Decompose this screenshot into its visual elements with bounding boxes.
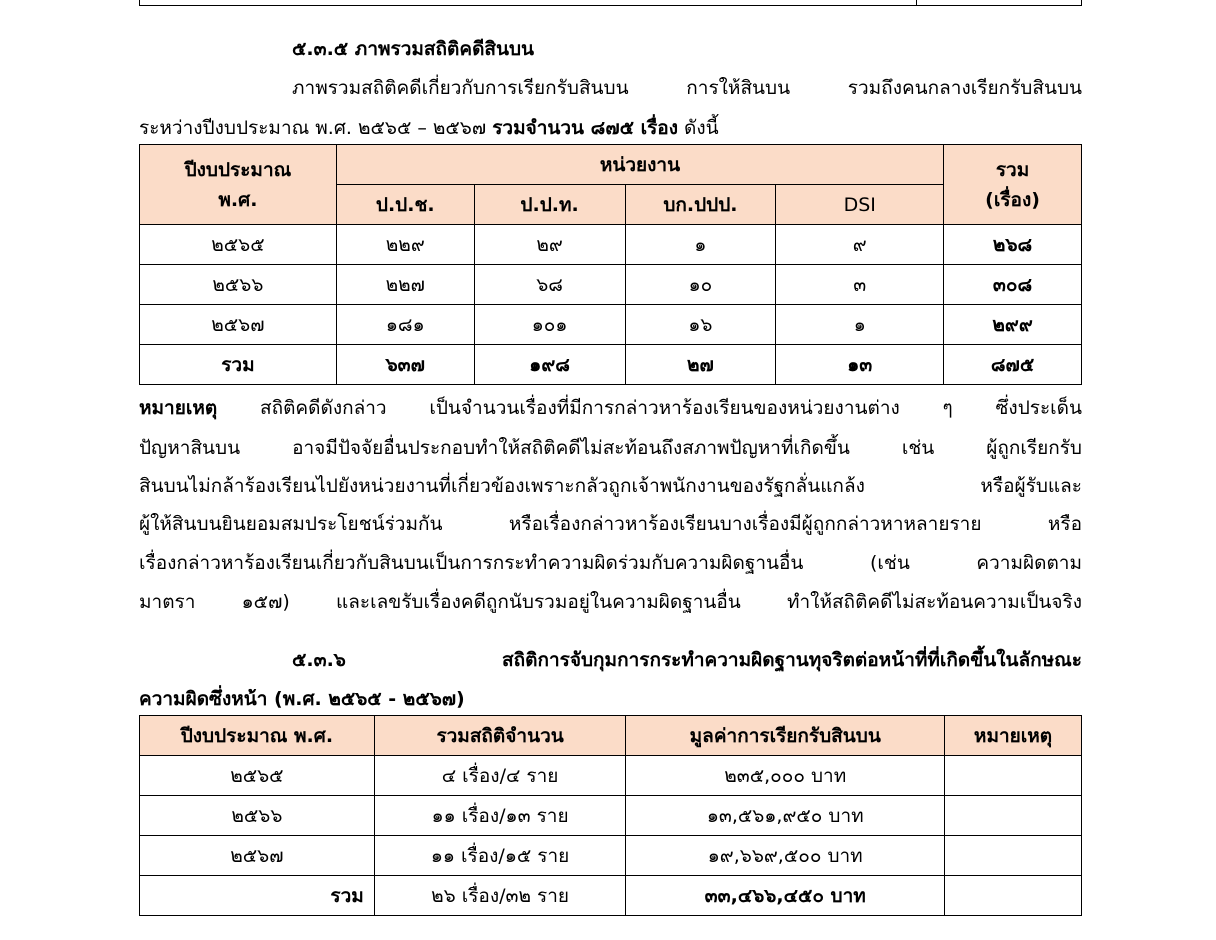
cell-year: ๒๕๖๖ <box>140 265 337 305</box>
cell-year: ๒๕๖๕ <box>140 225 337 265</box>
cell-year: ๒๕๖๗ <box>140 305 337 345</box>
note-line: ปัญหาสินบน อาจมีปัจจัยอื่นประกอบทำให้สถิติคดีไม่สะท้อนถึงสภาพปัญหาที่เกิดขึ้น เช่น ผู้ถูกเรียกรับ <box>139 437 1082 459</box>
header-agency-acd: บก.ปปป. <box>625 185 776 225</box>
cell-total: ๒๖๘ <box>944 225 1082 265</box>
header-total-stats: รวมสถิติจำนวน <box>374 716 626 756</box>
cell-remark <box>945 756 1082 796</box>
paragraph-line <box>139 108 1082 148</box>
cell-value: ๑๘๑ <box>336 305 474 345</box>
cell-sum-count: ๒๖ เรื่อง/๓๒ ราย <box>374 876 626 916</box>
section-heading-5-3-5: ๕.๓.๕ ภาพรวมสถิติคดีสินบน <box>292 38 535 60</box>
cell-sum: ๒๗ <box>625 345 776 385</box>
cell-sum-label: รวม <box>140 876 375 916</box>
table-row <box>140 836 1082 876</box>
table-row <box>140 305 1082 345</box>
cell-value: ๓ <box>776 265 944 305</box>
cell-count: ๑๑ เรื่อง/๑๕ ราย <box>374 836 626 876</box>
header-fiscal-year: ปีงบประมาณ พ.ศ. <box>140 716 375 756</box>
cell-year: ๒๕๖๕ <box>140 756 375 796</box>
note-line: สินบนไม่กล้าร้องเรียนไปยังหน่วยงานที่เกี่ยวข้องเพราะกลัวถูกเจ้าพนักงานของรัฐกลั่นแกล้ง หรือผู้รับและ <box>139 475 1082 497</box>
header-agency: หน่วยงาน <box>336 145 943 185</box>
cell-value: ๒๒๗ <box>336 265 474 305</box>
cell-value: ๒๒๙ <box>336 225 474 265</box>
cell-value: ๒๙ <box>474 225 625 265</box>
paragraph-text: ดังนี้ <box>678 117 719 139</box>
paragraph-text: ระหว่างปีงบประมาณ พ.ศ. ๒๕๖๕ – ๒๕๖๗ <box>139 117 493 139</box>
cell-value: ๙ <box>776 225 944 265</box>
table-sum-row <box>140 876 1082 916</box>
note-line: ผู้ให้สินบนยินยอมสมประโยชน์ร่วมกัน หรือเรื่องกล่าวหาร้องเรียนบางเรื่องมีผู้ถูกกล่าวหาหลายราย หรือ <box>139 513 1082 535</box>
cell-value: ๑๖ <box>625 305 776 345</box>
cell-value: ๑๐๑ <box>474 305 625 345</box>
table-row <box>140 265 1082 305</box>
cell-value: ๑๓,๕๖๑,๙๕๐ บาท <box>626 796 945 836</box>
table-row <box>140 796 1082 836</box>
previous-table-bottom-border <box>139 0 1082 6</box>
note-text: สถิติคดีดังกล่าว เป็นจำนวนเรื่องที่มีการกล่าวหาร้องเรียนของหน่วยงานต่าง ๆ ซึ่งประเด็น <box>217 397 1082 419</box>
cell-value: ๖๘ <box>474 265 625 305</box>
cell-sum: ๑๓ <box>776 345 944 385</box>
header-agency-nacc: ป.ป.ช. <box>336 185 474 225</box>
cell-remark <box>945 836 1082 876</box>
note-label: หมายเหตุ <box>139 397 218 419</box>
header-agency-pacc: ป.ป.ท. <box>474 185 625 225</box>
cell-sum: ๑๙๘ <box>474 345 625 385</box>
cell-sum: ๖๓๗ <box>336 345 474 385</box>
table-divider <box>916 0 917 6</box>
cell-value: ๑ <box>776 305 944 345</box>
cell-year: ๒๕๖๖ <box>140 796 375 836</box>
table-row <box>140 756 1082 796</box>
cell-value: ๑ <box>625 225 776 265</box>
cell-value: ๒๓๕,๐๐๐ บาท <box>626 756 945 796</box>
arrest-statistics-table <box>139 715 1082 916</box>
header-bribe-value: มูลค่าการเรียกรับสินบน <box>626 716 945 756</box>
section-heading-5-3-6: ๕.๓.๖ สถิติการจับกุมการกระทำความผิดฐานทุจริตต่อหน้าที่ที่เกิดขึ้นในลักษณะ <box>292 649 1082 671</box>
cell-remark <box>945 796 1082 836</box>
cell-total: ๓๐๘ <box>944 265 1082 305</box>
cell-value: ๑๙,๖๖๙,๕๐๐ บาท <box>626 836 945 876</box>
cell-sum-value: ๓๓,๔๖๖,๔๕๐ บาท <box>626 876 945 916</box>
cell-grand-total: ๘๗๕ <box>944 345 1082 385</box>
header-fiscal-year: ปีงบประมาณ พ.ศ. <box>140 145 337 225</box>
table-row <box>140 225 1082 265</box>
total-cases-text: รวมจำนวน ๘๗๕ เรื่อง <box>492 117 678 139</box>
note-line: มาตรา ๑๕๗) และเลขรับเรื่องคดีถูกนับรวมอยู่ในความผิดฐานอื่น ทำให้สถิติคดีไม่สะท้อนความเป็นจริง <box>139 591 1082 613</box>
cell-count: ๑๑ เรื่อง/๑๓ ราย <box>374 796 626 836</box>
cell-year: ๒๕๖๗ <box>140 836 375 876</box>
cell-value: ๑๐ <box>625 265 776 305</box>
note-line <box>139 388 1082 428</box>
section-heading-5-3-6-cont: ความผิดซึ่งหน้า (พ.ศ. ๒๕๖๕ - ๒๕๖๗) <box>139 688 465 710</box>
bribery-cases-table <box>139 144 1082 385</box>
header-agency-dsi: DSI <box>776 185 944 225</box>
note-line: เรื่องกล่าวหาร้องเรียนเกี่ยวกับสินบนเป็นการกระทำความผิดร่วมกับความผิดฐานอื่น (เช่น ความผิดตาม <box>139 552 1082 574</box>
cell-count: ๔ เรื่อง/๔ ราย <box>374 756 626 796</box>
cell-remark <box>945 876 1082 916</box>
header-remark: หมายเหตุ <box>945 716 1082 756</box>
cell-total: ๒๙๙ <box>944 305 1082 345</box>
paragraph-line: ภาพรวมสถิติคดีเกี่ยวกับการเรียกรับสินบน การให้สินบน รวมถึงคนกลางเรียกรับสินบน <box>292 77 1082 99</box>
table-sum-row <box>140 345 1082 385</box>
cell-sum-label: รวม <box>140 345 337 385</box>
header-total: รวม (เรื่อง) <box>944 145 1082 225</box>
